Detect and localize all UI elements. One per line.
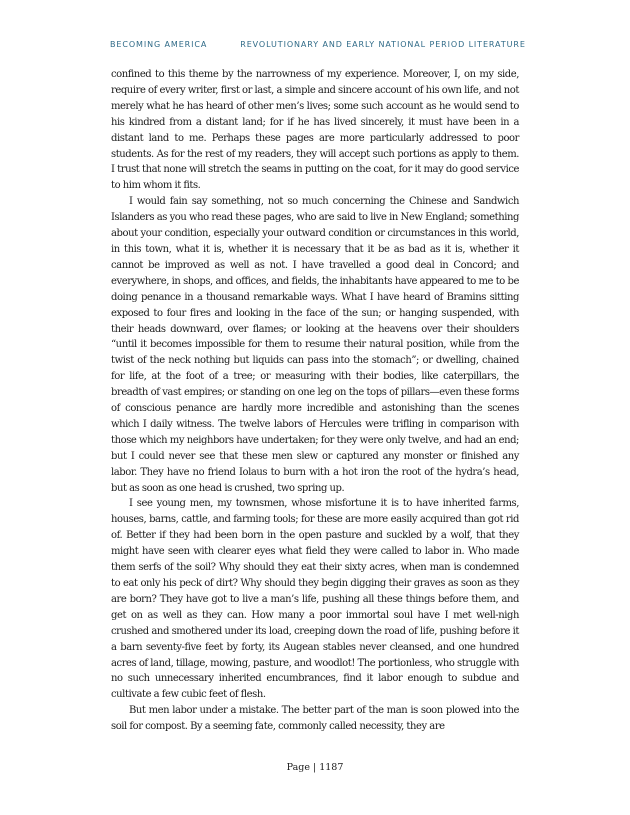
running-header — [110, 40, 526, 49]
book-title: BECOMING AMERICA — [110, 40, 208, 49]
paragraph: I would fain say something, not so much concerning the Chinese and Sandwich Islanders as you who read these pages, who are said to live in New England; something about your condition, especially your outward condition or circumstances in this world, in this town, what it is, whether it is necessary that it be as bad as it is, whether it cannot be improved as well as not. I have travelled a good deal in Concord; and everywhere, in shops, and offices, and fields, the inhabitants have appeared to me to be doing penance in a thousand remarkable ways. What I have heard of Bramins sitting exposed to four fires and looking in the face of the sun; or hanging suspended, with their heads downward, over flames; or looking at the heavens over their shoulders “until it becomes impossible for them to resume their natural position, while from the twist of the neck nothing but liquids can pass into the stomach”; or dwelling, chained for life, at the foot of a tree; or measuring with their bodies, like caterpillars, the breadth of vast empires; or standing on one leg on the tops of pillars—even these forms of conscious penance are hardly more incredible and astonishing than the scenes which I daily witness. The twelve labors of Hercules were trifling in comparison with those which my neighbors have undertaken; for they were only twelve, and had an end; but I could never see that these men slew or captured any monster or finished any labor. They have no friend Iolaus to burn with a hot iron the root of the hydra’s head, but as soon as one head is crushed, two spring up. — [111, 196, 519, 494]
section-title: REVOLUTIONARY AND EARLY NATIONAL PERIOD LITERATURE — [240, 40, 526, 49]
page-number: Page | 1187 — [286, 762, 344, 773]
paragraph: I see young men, my townsmen, whose misfortune it is to have inherited farms, houses, barns, cattle, and farming tools; for these are more easily acquired than got rid of. Better if they had been born in the open pasture and suckled by a wolf, that they might have seen with clearer eyes what field they were called to labor in. Who made them serfs of the soil? Why should they eat their sixty acres, when man is condemned to eat only his peck of dirt? Why should they begin digging their graves as soon as they are born? They have got to live a man’s life, pushing all these things before them, and get on as well as they can. How many a poor immortal soul have I met well-nigh crushed and smothered under its load, creeping down the road of life, pushing before it a barn seventy-five feet by forty, its Augean stables never cleansed, and one hundred acres of land, tillage, mowing, pasture, and woodlot! The portionless, who struggle with no such unnecessary inherited encumbrances, find it labor enough to subdue and cultivate a few cubic feet of flesh. — [111, 498, 519, 701]
paragraph-continued: confined to this theme by the narrowness of my experience. Moreover, I, on my side, require of every writer, first or last, a simple and sincere account of his own life, and not merely what he has heard of other men’s lives; some such account as he would send to his kindred from a distant land; for if he has lived sincerely, it must have been in a distant land to me. Perhaps these pages are more particularly addressed to poor students. As for the rest of my readers, they will accept such portions as apply to them. I trust that none will stretch the seams in putting on the coat, for it may do good service to him whom it fits. — [111, 69, 519, 192]
body-text — [111, 67, 519, 735]
paragraph: But men labor under a mistake. The better part of the man is soon plowed into the soil for compost. By a seeming fate, commonly called necessity, they are — [111, 705, 519, 733]
